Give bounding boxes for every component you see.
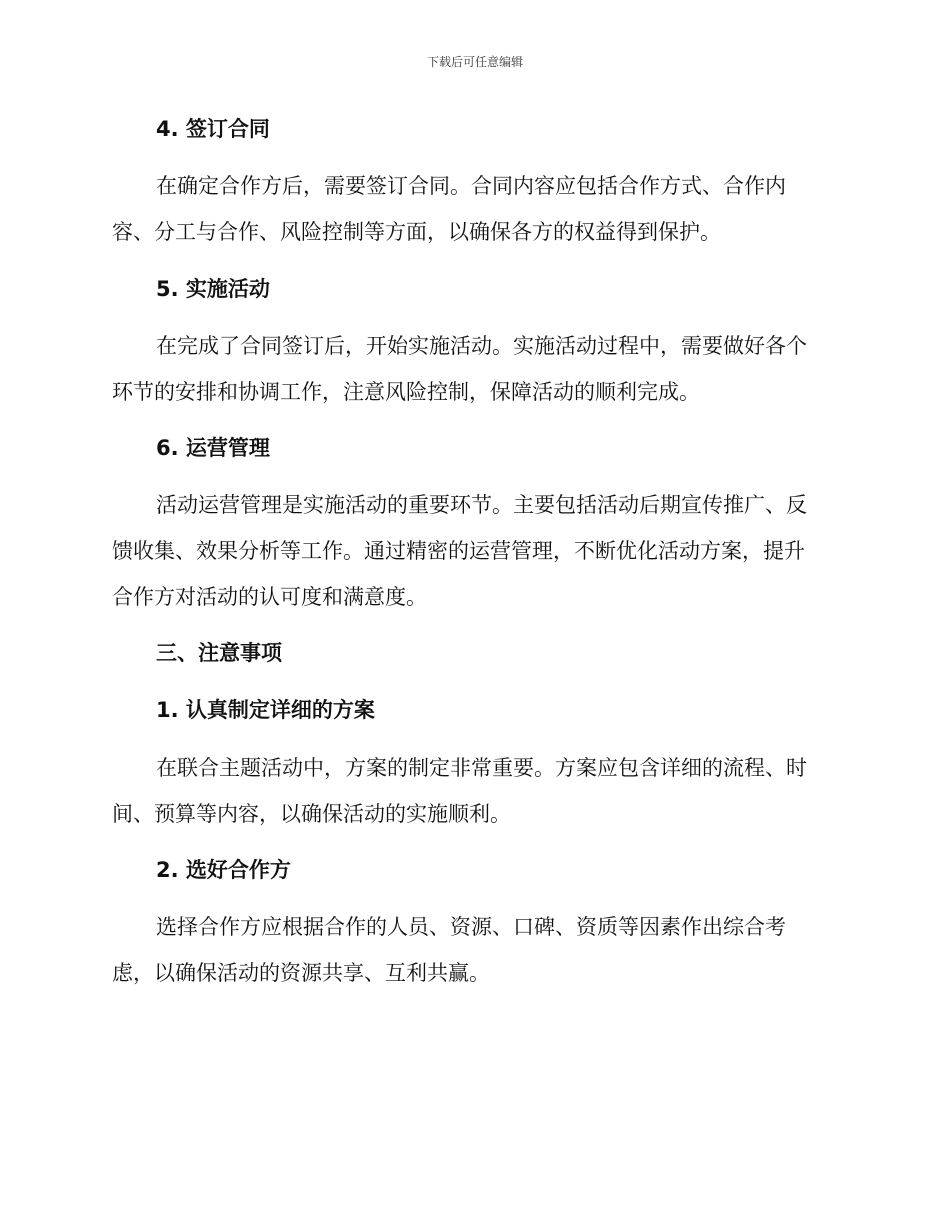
paragraph-choose-partner [112,904,832,996]
paragraph-line: 选择合作方应根据合作的人员、资源、口碑、资质等因素作出综合考 [156,915,786,939]
paragraph-detailed-plan [112,745,832,837]
section-heading-notes: 三、注意事项 [156,641,282,665]
section-heading-sign-contract: 4. 签订合同 [156,117,270,141]
paragraph-line: 馈收集、效果分析等工作。通过精密的运营管理，不断优化活动方案，提升 [112,539,805,563]
paragraph-line: 在联合主题活动中，方案的制定非常重要。方案应包含详细的流程、时 [156,756,807,780]
section-heading-operations-management: 6. 运营管理 [156,436,270,460]
paragraph-implement-activity [112,323,832,415]
paragraph-line: 间、预算等内容，以确保活动的实施顺利。 [112,802,511,826]
section-heading-choose-partner: 2. 选好合作方 [156,858,291,882]
paragraph-line: 容、分工与合作、风险控制等方面，以确保各方的权益得到保护。 [112,220,721,244]
paragraph-line: 虑，以确保活动的资源共享、互利共赢。 [112,961,490,985]
paragraph-sign-contract [112,163,832,255]
paragraph-line: 合作方对活动的认可度和满意度。 [112,585,427,609]
paragraph-line: 活动运营管理是实施活动的重要环节。主要包括活动后期宣传推广、反 [156,493,807,517]
paragraph-line: 环节的安排和协调工作，注意风险控制，保障活动的顺利完成。 [112,380,700,404]
paragraph-operations-management [112,482,832,620]
page-header: 下载后可任意编辑 [426,55,523,69]
section-heading-implement-activity: 5. 实施活动 [156,277,270,301]
paragraph-line: 在确定合作方后，需要签订合同。合同内容应包括合作方式、合作内 [156,174,786,198]
section-heading-detailed-plan: 1. 认真制定详细的方案 [156,698,375,722]
paragraph-line: 在完成了合同签订后，开始实施活动。实施活动过程中，需要做好各个 [156,334,807,358]
